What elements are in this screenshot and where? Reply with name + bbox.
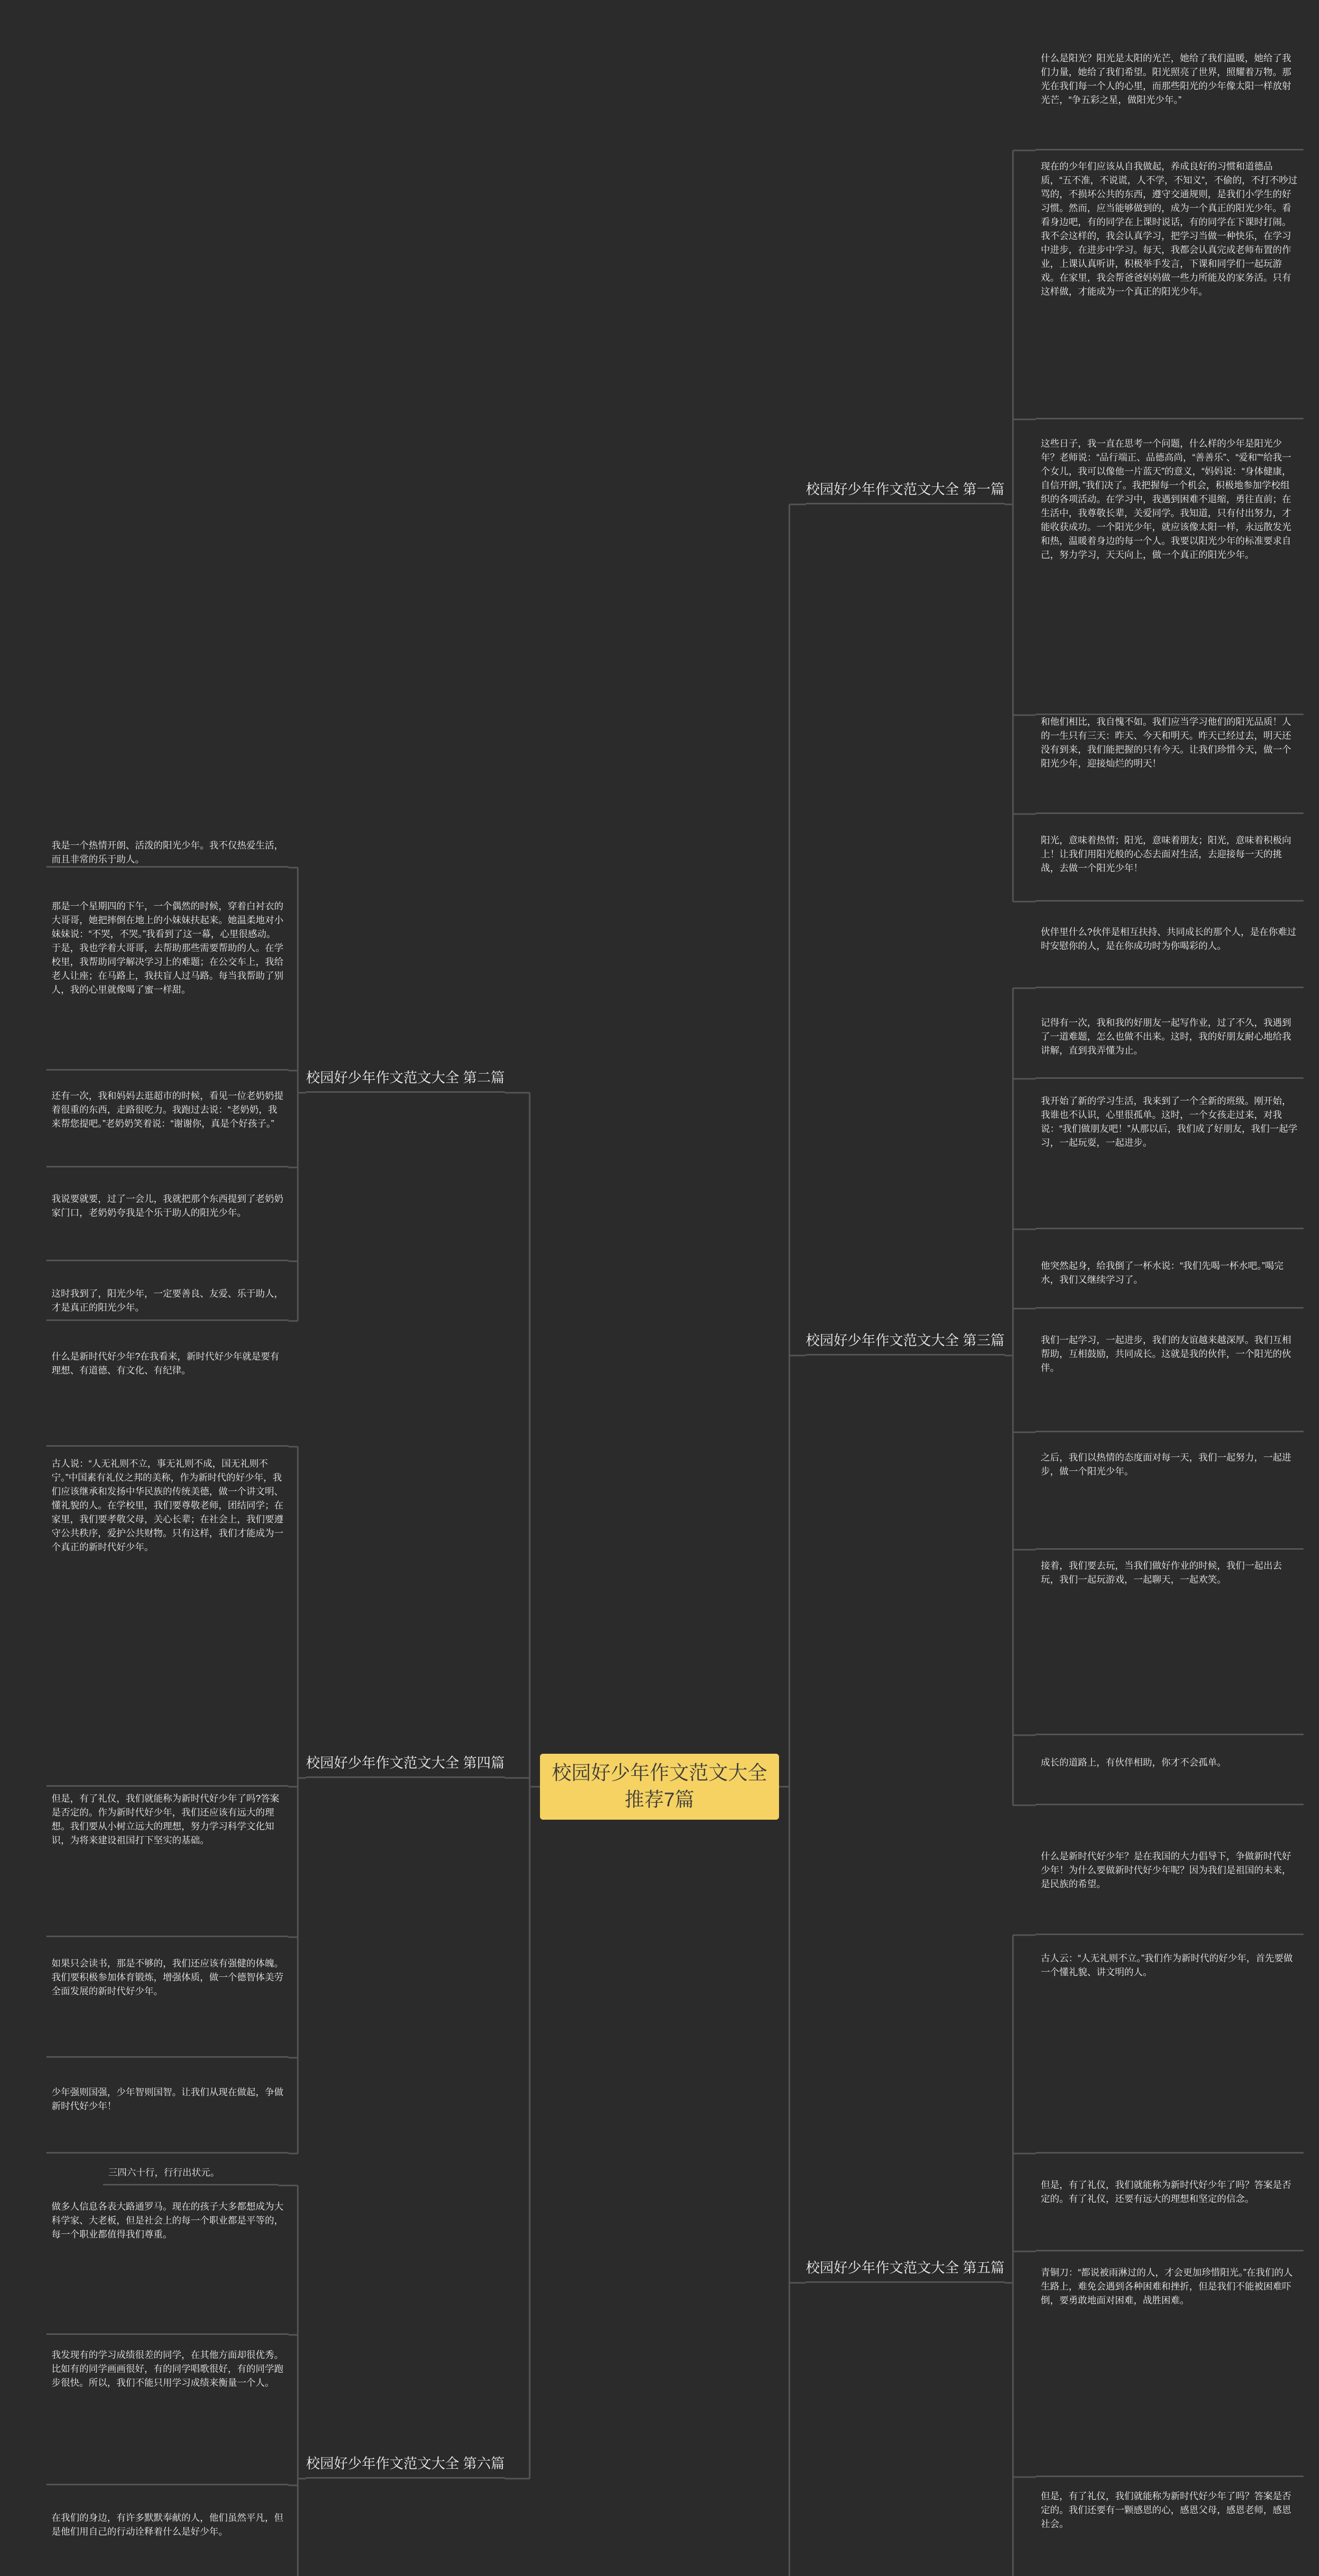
leaf-4-5: 少年强则国强，少年智则国智。让我们从现在做起，争做新时代好少年！ bbox=[46, 2081, 289, 2154]
branch-1[interactable]: 校园好少年作文范文大全 第一篇 bbox=[806, 479, 1005, 504]
leaf-2-1: 我是一个热情开朗、活泼的阳光少年。我不仅热爱生活，而且非常的乐于助人。 bbox=[46, 835, 289, 868]
branch-3[interactable]: 校园好少年作文范文大全 第三篇 bbox=[806, 1330, 1005, 1355]
root-topic[interactable] bbox=[540, 1754, 779, 1820]
leaf-5-5: 但是，有了礼仪，我们就能称为新时代好少年了吗？答案是否定的。我们还要有一颗感恩的心，感恩父母，感恩老师，感恩社会。 bbox=[1036, 2485, 1304, 2576]
leaf-6-4: 在我们的身边，有许多默默奉献的人，他们虽然平凡，但是他们用自己的行动诠释着什么是好少年。 bbox=[46, 2507, 289, 2576]
leaf-4-2: 古人说：“人无礼则不立，事无礼则不成，国无礼则不宁。”中国素有礼仪之邦的美称，作为新时代的好少年，我们应该继承和发扬中华民族的传统美德，做一个讲文明、懂礼貌的人。在学校里，我们要尊敬老师，团结同学；在家里，我们要孝敬父母，关心长辈；在社会上，我们要遵守公共秩序，爱护公共财物。只有这样，我们才能成为一个真正的新时代好少年。 bbox=[46, 1453, 289, 1787]
leaf-6-3: 我发现有的学习成绩很差的同学，在其他方面却很优秀。比如有的同学画画很好，有的同学唱歌很好，有的同学跑步很快。所以，我们不能只用学习成绩来衡量一个人。 bbox=[46, 2344, 289, 2485]
branch-4[interactable]: 校园好少年作文范文大全 第四篇 bbox=[306, 1753, 505, 1778]
leaf-3-5: 我们一起学习，一起进步，我们的友谊越来越深厚。我们互相帮助，互相鼓励，共同成长。这就是我的伙伴，一个阳光的伙伴。 bbox=[1036, 1329, 1304, 1432]
leaf-3-7: 接着，我们要去玩，当我们做好作业的时候，我们一起出去玩，我们一起玩游戏，一起聊天，一起欢笑。 bbox=[1036, 1555, 1304, 1735]
leaf-3-3: 我开始了新的学习生活，我来到了一个全新的班级。刚开始，我谁也不认识，心里很孤单。这时，一个女孩走过来，对我说：“我们做朋友吧！”从那以后，我们成了好朋友，我们一起学习，一起玩耍，一起进步。 bbox=[1036, 1090, 1304, 1229]
leaf-4-4: 如果只会读书，那是不够的，我们还应该有强健的体魄。我们要积极参加体育锻炼，增强体质，做一个德智体美劳全面发展的新时代好少年。 bbox=[46, 1953, 289, 2058]
leaf-2-3: 还有一次，我和妈妈去逛超市的时候，看见一位老奶奶提着很重的东西，走路很吃力。我跑过去说：“老奶奶，我来帮您提吧。”老奶奶笑着说：“谢谢你，真是个好孩子。” bbox=[46, 1085, 289, 1167]
leaf-5-2: 古人云：“人无礼则不立。”我们作为新时代的好少年，首先要做一个懂礼貌、讲文明的人。 bbox=[1036, 1947, 1304, 2154]
branch-5[interactable]: 校园好少年作文范文大全 第五篇 bbox=[806, 2258, 1005, 2283]
leaf-3-6: 之后，我们以热情的态度面对每一天，我们一起努力，一起进步，做一个阳光少年。 bbox=[1036, 1447, 1304, 1550]
leaf-2-5: 这时我到了，阳光少年，一定要善良、友爱、乐于助人，才是真正的阳光少年。 bbox=[46, 1283, 289, 1321]
leaf-2-2: 那是一个星期四的下午，一个偶然的时候，穿着白衬衣的大哥哥，她把摔倒在地上的小妹妹扶起来。她温柔地对小妹妹说：“不哭，不哭。”我看到了这一幕，心里很感动。于是，我也学着大哥哥，去帮助那些需要帮助的人。在学校里，我帮助同学解决学习上的难题；在公交车上，我给老人让座；在马路上，我扶盲人过马路。每当我帮助了别人，我的心里就像喝了蜜一样甜。 bbox=[46, 895, 289, 1071]
leaf-5-1: 什么是新时代好少年？是在我国的大力倡导下，争做新时代好少年！为什么要做新时代好少年呢？因为我们是祖国的未来，是民族的希望。 bbox=[1036, 1845, 1304, 1935]
leaf-1-5: 阳光，意味着热情；阳光，意味着朋友；阳光，意味着积极向上！让我们用阳光般的心态去面对生活，去迎接每一天的挑战，去做一个阳光少年！ bbox=[1036, 829, 1304, 902]
leaf-4-1: 什么是新时代好少年?在我看来，新时代好少年就是要有理想、有道德、有文化、有纪律。 bbox=[46, 1346, 289, 1447]
root-topic-label: 校园好少年作文范文大全推荐7篇 bbox=[551, 1762, 767, 1811]
leaf-3-1: 伙伴里什么?伙伴是相互扶持、共同成长的那个人，是在你难过时安慰你的人，是在你成功时为你喝彩的人。 bbox=[1036, 921, 1304, 988]
leaf-4-3: 但是，有了礼仪，我们就能称为新时代好少年了吗?答案是否定的。作为新时代好少年，我们还应该有远大的理想。我们要从小树立远大的理想，努力学习科学文化知识，为将来建设祖国打下坚实的基础。 bbox=[46, 1788, 289, 1937]
branch-6[interactable]: 校园好少年作文范文大全 第六篇 bbox=[306, 2453, 505, 2479]
leaf-1-1: 什么是阳光？阳光是太阳的光芒，她给了我们温暖，她给了我们力量，她给了我们希望。阳光照亮了世界，照耀着万物。那光在我们每一个人的心里，而那些阳光的少年像太阳一样放射光芒，“争五彩之星，做阳光少年。” bbox=[1036, 47, 1304, 150]
leaf-5-3: 但是，有了礼仪，我们就能称为新时代好少年了吗？答案是否定的。有了礼仪，还要有远大的理想和坚定的信念。 bbox=[1036, 2174, 1304, 2251]
leaf-3-2: 记得有一次，我和我的好朋友一起写作业，过了不久，我遇到了一道难题，怎么也做不出来。这时，我的好朋友耐心地给我讲解，直到我弄懂为止。 bbox=[1036, 1012, 1304, 1079]
leaf-1-4: 和他们相比，我自愧不如。我们应当学习他们的阳光品质！人的一生只有三天：昨天、今天和明天。昨天已经过去，明天还没有到来，我们能把握的只有今天。让我们珍惜今天，做一个阳光少年，迎接灿烂的明天！ bbox=[1036, 711, 1304, 814]
leaf-6-2: 做多人信息各表大路通罗马。现在的孩子大多都想成为大科学家、大老板，但是社会上的每一个职业都是平等的，每一个职业都值得我们尊重。 bbox=[46, 2196, 289, 2335]
leaf-1-2: 现在的少年们应该从自我做起，养成良好的习惯和道德品质，“五不准，不说谎，人不学，不知义”，不偷的，不打不吵过骂的，不损坏公共的东西，遵守交通规则，是我们小学生的好习惯。然而，应当能够做到的，成为一个真正的阳光少年。看看身边吧，有的同学在上课时说话，有的同学在下课时打闹。我不会这样的，我会认真学习，把学习当做一种快乐，在学习中进步，在进步中学习。每天，我都会认真完成老师布置的作业，上课认真听讲，积极举手发言，下课和同学们一起玩游戏。在家里，我会帮爸爸妈妈做一些力所能及的家务活。只有这样做，才能成为一个真正的阳光少年。 bbox=[1036, 156, 1304, 419]
leaf-3-8: 成长的道路上，有伙伴相助，你才不会孤单。 bbox=[1036, 1752, 1304, 1805]
leaf-2-4: 我说要就要，过了一会儿，我就把那个东西提到了老奶奶家门口，老奶奶夸我是个乐于助人的阳光少年。 bbox=[46, 1188, 289, 1261]
branch-2[interactable]: 校园好少年作文范文大全 第二篇 bbox=[306, 1067, 505, 1093]
leaf-6-1: 三四六十行，行行出状元。 bbox=[103, 2162, 278, 2185]
leaf-3-4: 他突然起身，给我倒了一杯水说：“我们先喝一杯水吧。”喝完水，我们又继续学习了。 bbox=[1036, 1255, 1304, 1309]
leaf-1-3: 这些日子，我一直在思考一个问题，什么样的少年是阳光少年？老师说：“品行端正、品德高尚，“善善乐”、“爱和”“给我一个女儿，我可以像他一片蓝天”的意义，“妈妈说：“身体健康，自信开朗，”我们决了。我把握每一个机会，积极地参加学校组织的各项活动。在学习中，我遇到困难不退缩，勇往直前；在生活中，我尊敬长辈，关爱同学。我知道，只有付出努力，才能收获成功。一个阳光少年，就应该像太阳一样，永远散发光和热，温暖着身边的每一个人。我要以阳光少年的标准要求自己，努力学习，天天向上，做一个真正的阳光少年。 bbox=[1036, 433, 1304, 715]
leaf-5-4: 青铜刀：“都说被雨淋过的人，才会更加珍惜阳光。”在我们的人生路上，难免会遇到各种困难和挫折，但是我们不能被困难吓倒，要勇敢地面对困难，战胜困难。 bbox=[1036, 2262, 1304, 2477]
